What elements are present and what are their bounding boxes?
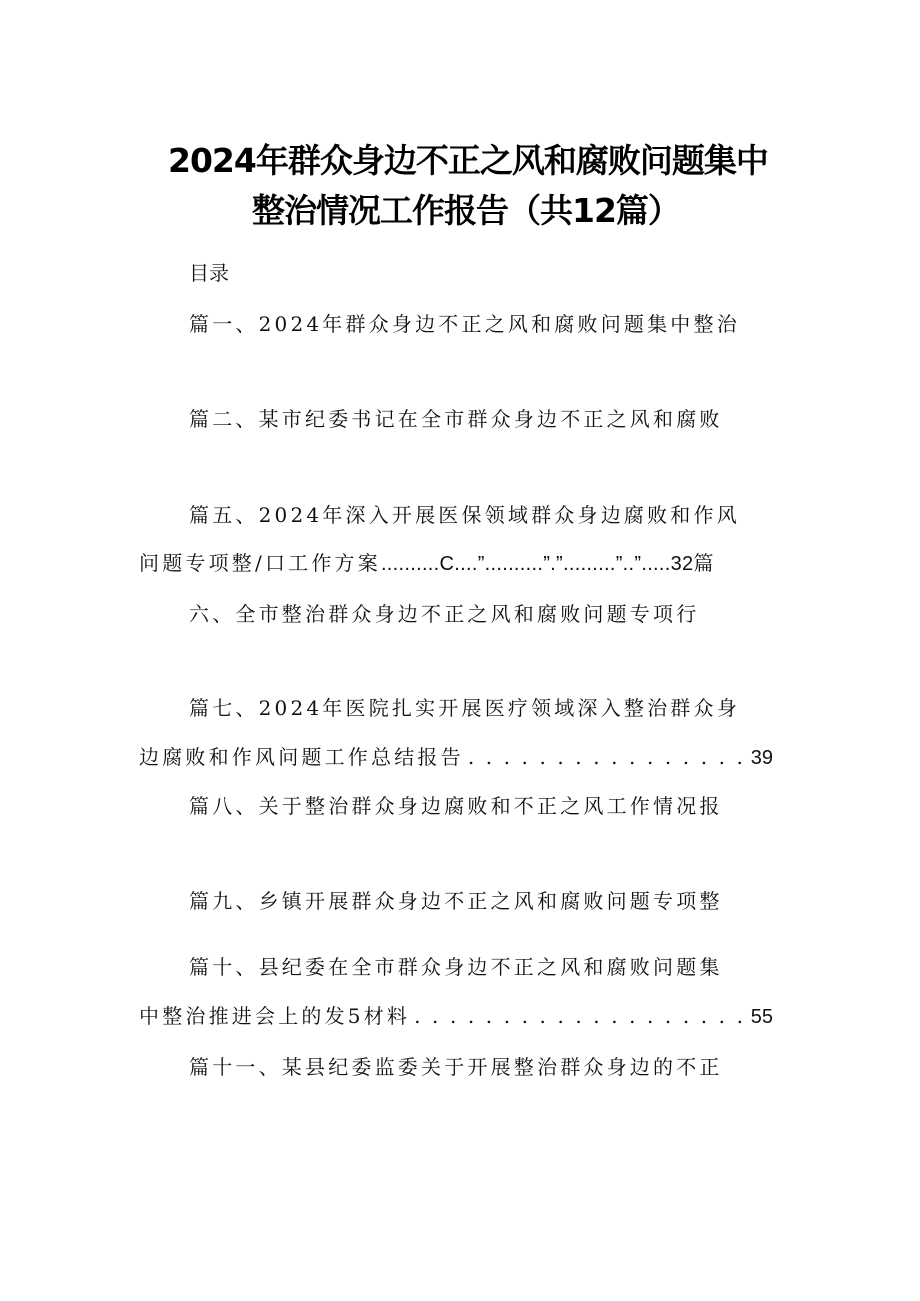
toc-leader-dots bbox=[414, 1004, 747, 1028]
document-title-line-1: 2024年群众身边不正之风和腐败问题集中 bbox=[168, 141, 768, 180]
toc-entry-2: 篇二、某市纪委书记在全市群众身边不正之风和腐败 bbox=[189, 407, 723, 431]
toc-entry-10-continuation bbox=[139, 1000, 773, 1029]
toc-entry-7: 篇七、2024年医院扎实开展医疗领域深入整治群众身 bbox=[189, 696, 740, 720]
toc-entry-1: 篇一、2024年群众身边不正之风和腐败问题集中整治 bbox=[189, 312, 740, 336]
toc-entry-10-continuation-text: 中整治推进会上的发5材料 bbox=[139, 1004, 411, 1028]
toc-entry-5-continuation bbox=[139, 547, 714, 576]
toc-entry-7-continuation-text: 边腐败和作风问题工作总结报告 bbox=[139, 745, 464, 769]
toc-entry-10: 篇十、县纪委在全市群众身边不正之风和腐败问题集 bbox=[189, 955, 723, 979]
toc-entry-5-continuation-text: 问题专项整/口工作方案 bbox=[139, 551, 381, 575]
toc-leader-dots bbox=[468, 745, 747, 769]
toc-page-number: 55 bbox=[750, 1006, 773, 1028]
toc-heading: 目录 bbox=[189, 261, 229, 285]
document-title-line-2: 整治情况工作报告（共12篇） bbox=[252, 191, 680, 230]
toc-entry-11: 篇十一、某县纪委监委关于开展整治群众身边的不正 bbox=[189, 1055, 723, 1079]
toc-entry-5-trailing: ..........C....”..........”.”.........”..”.....32篇 bbox=[380, 553, 714, 575]
toc-entry-6: 六、全市整治群众身边不正之风和腐败问题专项行 bbox=[189, 602, 700, 626]
toc-entry-9: 篇九、乡镇开展群众身边不正之风和腐败问题专项整 bbox=[189, 889, 723, 913]
toc-page-number: 39 bbox=[750, 747, 773, 769]
toc-entry-8: 篇八、关于整治群众身边腐败和不正之风工作情况报 bbox=[189, 794, 723, 818]
toc-entry-7-continuation bbox=[139, 741, 773, 770]
toc-entry-5: 篇五、2024年深入开展医保领域群众身边腐败和作风 bbox=[189, 503, 740, 527]
